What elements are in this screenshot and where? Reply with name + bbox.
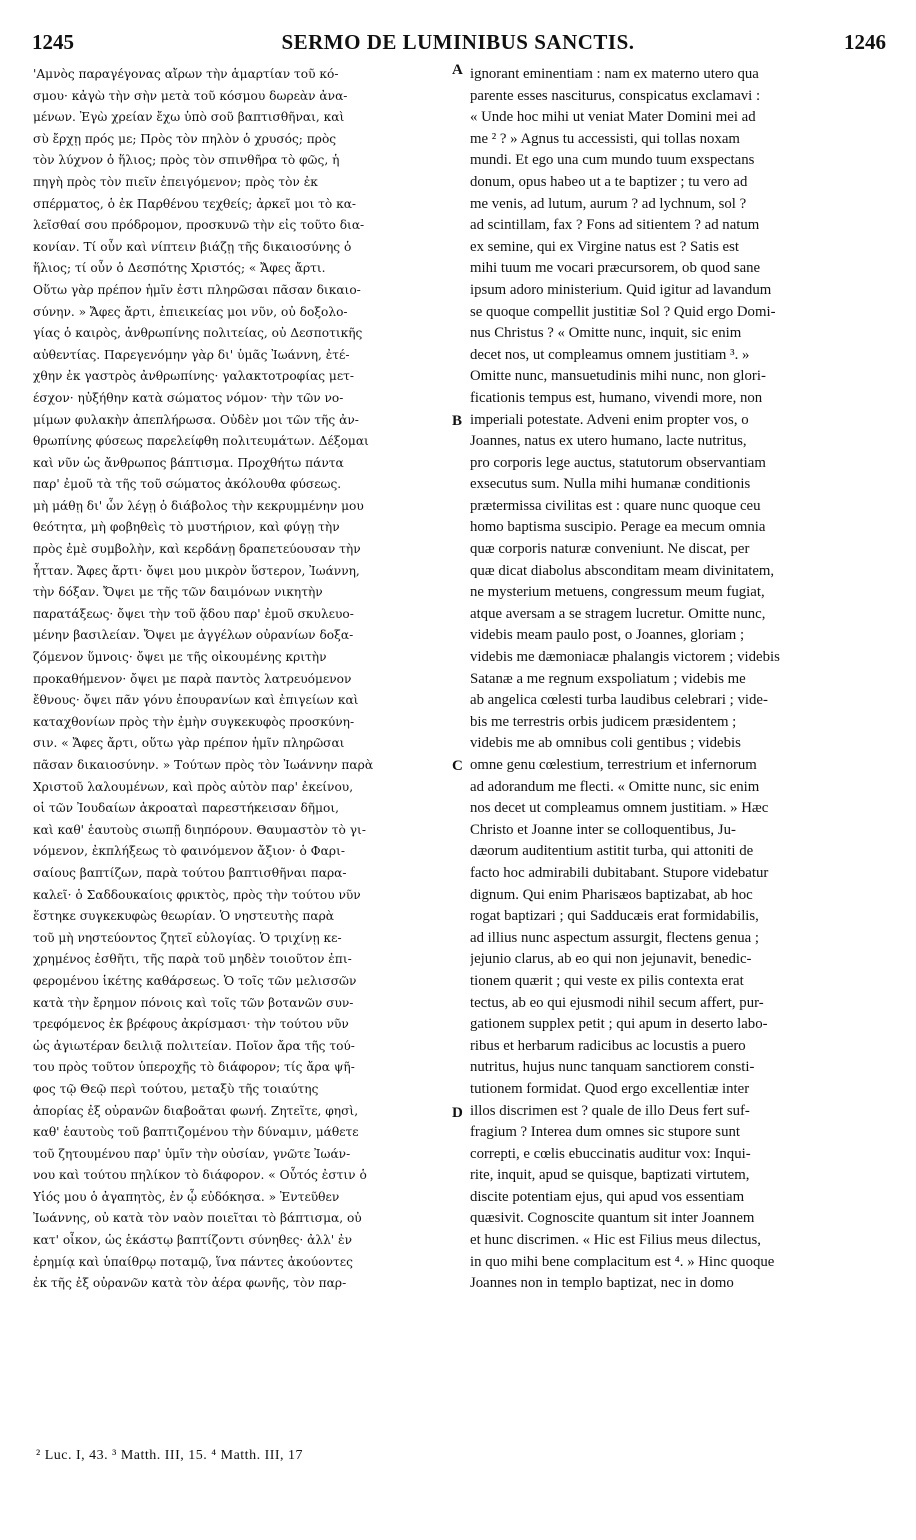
footnotes: ² Luc. I, 43. ³ Matth. III, 15. ⁴ Matth. III, 17 — [36, 1448, 304, 1463]
greek-text-line: ζόμενον ὕμνοις· ὄψει με τῆς οἰκουμένης κριτὴν — [33, 650, 327, 665]
latin-text-line: exsecutus sum. Nulla mihi humanæ conditionis — [470, 476, 751, 493]
latin-text-line: prætermissa civilitas est : quare nunc quoque ceu — [470, 497, 761, 514]
latin-text-line: fragium ? Interea dum omnes sic stupore sunt — [470, 1124, 740, 1141]
greek-text-line: πηγὴ πρὸς τὸν πιεῖν ἐπειγόμενον; πρὸς τὸν ἐκ — [33, 174, 318, 189]
latin-text-line: facto hoc admirabili dubitabant. Stupore videbatur — [470, 864, 769, 881]
greek-text-line: μένων. Ἐγὼ χρείαν ἔχω ὑπὸ σοῦ βαπτισθῆναι, καὶ — [33, 110, 345, 125]
latin-text-line: Satanæ a me regnum exspoliatum ; videbis me — [470, 670, 746, 687]
greek-text-line: κατ' οἶκον, ὡς ἑκάστῳ βαπτίζοντι σύνηθες· ἀλλ' ἐν — [33, 1233, 353, 1248]
greek-column — [33, 64, 448, 1295]
greek-text-line: καταχθονίων πρὸς τὴν ἐμὴν συγκεκυφὸς προσκύνη- — [33, 714, 355, 729]
latin-text-line: ad illius nunc aspectum assurgit, flectens genua ; — [470, 929, 760, 946]
latin-text-line: videbis me ab omnibus coli gentibus ; videbis — [470, 735, 741, 752]
latin-text-line: omne genu cœlestium, terrestrium et infernorum — [470, 757, 757, 773]
greek-text-line: έσχον· ηὐξήθην κατὰ σώματος νόμον· τὴν τῶν νο- — [33, 390, 344, 405]
greek-text-line: πρὸς ἐμὲ συμβολὴν, καὶ κερδάνῃ δραπετεύουσαν τὴν — [33, 542, 361, 557]
greek-text-line: μίμων φυλακὴν ἀπεπλήρωσα. Οὐδὲν μοι τῶν τῆς ἀν- — [33, 412, 359, 427]
section-marker-d: D — [452, 1105, 463, 1121]
latin-text-line: rogat baptizari ; qui Sadducæis erat formidabilis, — [470, 908, 759, 925]
greek-text-line: λεῖσθαί σου πρόδρομον, προσκυνῶ τὴν εἰς τοῦτο δια- — [33, 218, 365, 233]
page-header — [30, 30, 886, 58]
greek-text-line: τοῦ ζητουμένου παρ' ὑμῖν τὴν οὐσίαν, γνῶτε Ἰωάν- — [33, 1146, 351, 1161]
latin-text-line: dignum. Qui enim Pharisæos baptizabat, ab hoc — [470, 886, 753, 903]
greek-text-line: σμου· κἀγὼ τὴν σὴν μετὰ τοῦ κόσμου δωρεὰν ἀνα- — [33, 88, 348, 103]
latin-text-line: ex semine, qui ex Virgine natus est ? Satis est — [470, 238, 739, 255]
latin-text-line: ad adorandum me flecti. « Omitte nunc, sic enim — [470, 778, 760, 795]
greek-text-line: νου καὶ τούτου πηλίκον τὸ διάφορον. « Οὗτός ἐστιν ὁ — [33, 1168, 367, 1183]
latin-text-line: Joannes, natus ex utero humano, lacte nutritus, — [470, 433, 747, 450]
latin-text-line: nos decet ut compleamus omnem justitiam. » Hæc — [470, 800, 769, 817]
latin-text-line: tutionem formidat. Quod ergo excellentiæ inter — [470, 1080, 750, 1097]
greek-text-line: αὐθεντίας. Παρεγενόμην γὰρ δι' ὑμᾶς Ἰωάννη, ἐτέ- — [33, 347, 350, 362]
greek-text-line: οἱ τῶν Ἰουδαίων ἀκροαταὶ παρεστήκεισαν δῆμοι, — [33, 801, 339, 816]
latin-text-line: dæorum auditentium astitit turba, qui attoniti de — [470, 843, 754, 860]
latin-text-line: et hunc discrimen. « Hic est Filius meus dilectus, — [470, 1232, 761, 1249]
greek-text-line: γίας ὁ καιρὸς, ἀνθρωπίνης πολιτείας, οὐ Δεσποτικῆς — [33, 326, 363, 341]
latin-text-line: videbis meam paulo post, o Joannes, gloriam ; — [470, 627, 745, 644]
section-marker-c: C — [452, 758, 463, 774]
latin-text-line: rite, inquit, apud se quisque, baptizati virtutem, — [470, 1167, 750, 1184]
greek-text-line: μὴ μάθῃ δι' ὧν λέγῃ ὁ διάβολος τὴν κεκρυμμένην μου — [33, 498, 364, 513]
greek-text-line: καλεῖ· ὁ Σαδδουκαίοις φρικτὸς, πρὸς τὴν τούτου νῦν — [33, 887, 361, 902]
greek-text-line: θρωπίνης φύσεως παρελείφθη πολιτευμάτων. Δέξομαι — [33, 434, 369, 449]
latin-text-line: ad scintillam, fax ? Fons ad sitientem ? ad natum — [470, 217, 760, 234]
greek-text-line: παρατάξεως· ὄψει τὴν τοῦ ᾅδου παρ' ἐμοῦ σκυλευο- — [33, 606, 354, 621]
section-marker-b: B — [452, 413, 463, 429]
greek-text-line: ἔθνους· ὄψει πᾶν γόνυ ἐπουρανίων καὶ ἐπιγείων καὶ — [33, 693, 359, 708]
greek-text-line: τρεφόμενος ἐκ βρέφους ἀκρίσμασι· τὴν τούτου νῦν — [33, 1017, 349, 1032]
latin-text-line: se quoque compellit justitiæ Sol ? Quid ergo Domi- — [470, 303, 776, 320]
greek-text-line: σπέρματος, ὁ ἐκ Παρθένου τεχθείς; ἀρκεῖ μοι τὸ κα- — [33, 196, 357, 211]
greek-text-line: Ἰωάννης, οὐ κατὰ τὸν ναὸν ποιεῖται τὸ βάπτισμα, οὐ — [33, 1211, 362, 1226]
greek-text-line: θεότητα, μὴ φοβηθεὶς τὸ μυστήριον, καὶ φύγῃ τὴν — [33, 520, 340, 535]
latin-text-line: ne mysterium metuens, congressum meum fugiat, — [470, 584, 765, 601]
greek-text-line: σὺ ἔρχῃ πρός με; Πρὸς τὸν πηλὸν ὁ χρυσός; πρὸς — [33, 131, 337, 146]
latin-text-line: mundi. Et ego una cum mundo tuum exspectans — [470, 152, 755, 169]
latin-text-line: illos discrimen est ? quale de illo Deus fert suf- — [470, 1102, 750, 1119]
section-marker-a: A — [452, 62, 463, 78]
greek-text-line: ἥλιος; τί οὖν ὁ Δεσπότης Χριστός; « Ἄφες ἄρτι. — [33, 261, 326, 276]
greek-text-line: ἕστηκε συγκεκυφὼς θεωρίαν. Ὁ νηστευτὴς παρὰ — [33, 909, 334, 924]
latin-text-line: in quo mihi bene complacitum est ⁴. » Hinc quoque — [470, 1253, 775, 1270]
latin-text-line: Omitte nunc, mansuetudinis mihi nunc, non glori- — [470, 368, 766, 385]
greek-text-line: Οὕτω γὰρ πρέπον ἡμῖν ἐστι πληρῶσαι πᾶσαν δικαιο- — [33, 282, 361, 297]
greek-text-line: φος τῷ Θεῷ περὶ τούτου, μεταξὺ τῆς τοιαύτης — [33, 1081, 319, 1096]
greek-text-line: κατὰ τὴν ἔρημον πόνοις καὶ τοῖς τῶν βοτανῶν συν- — [33, 995, 354, 1010]
latin-text-line: me ² ? » Agnus tu accessisti, qui tollas noxam — [470, 130, 740, 147]
latin-text-line: me venis, ad lutum, aurum ? ad lychnum, sol ? — [470, 195, 747, 212]
latin-text-line: bis me terrestris orbis judicem præsidentem ; — [470, 713, 737, 730]
greek-text-line: τὴν δόξαν. Ὄψει με τῆς τῶν δαιμόνων νικητὴν — [33, 585, 323, 600]
greek-text-line: σύνην. » Ἄφες ἄρτι, ἐπιεικείας μοι νῦν, οὐ δοξολο- — [33, 304, 348, 319]
greek-text-line: σαίους βαπτίζων, παρὰ τούτου βαπτισθῆναι παρα- — [33, 865, 347, 880]
greek-text-line: ἧτταν. Ἄφες ἄρτι· ὄψει μου μικρὸν ὕστερον, Ἰωάννη, — [33, 563, 360, 578]
latin-text-line: ipsum adoro ministerium. Quid igitur ad lavandum — [470, 281, 772, 298]
greek-text-line: κονίαν. Τί οὖν καὶ νίπτειν βιάζῃ τῆς δικαιοσύνης ὁ — [33, 239, 352, 254]
greek-text-line: προκαθήμενον· ὄψει με παρὰ παντὸς λατρευόμενον — [33, 671, 352, 686]
greek-text-line: σιν. « Ἄφες ἄρτι, οὕτω γὰρ πρέπον ἡμῖν πληρῶσαι — [33, 736, 345, 751]
latin-text-line: pro corporis lege auctus, statutorum observantiam — [470, 454, 766, 471]
greek-text-line: ὡς ἁγιωτέραν δειλιᾷ πολιτείαν. Ποῖον ἄρα τῆς τού- — [33, 1038, 355, 1053]
latin-text-line: gationem supplex petit ; qui apum in deserto labo- — [470, 1016, 768, 1033]
greek-text-line: χθην ἐκ γαστρὸς ἀνθρωπίνης· γαλακτοτροφίας μετ- — [33, 369, 355, 384]
latin-text-line: Christo et Joanne inter se colloquentibus, Ju- — [470, 821, 736, 838]
greek-text-line: παρ' ἐμοῦ τὰ τῆς τοῦ σώματος ἀκόλουθα φύσεως. — [33, 477, 342, 492]
latin-column — [470, 64, 882, 1295]
latin-text-line: nutritus, hujus nunc tanquam sanctiorem consti- — [470, 1059, 755, 1076]
greek-text-line: Χριστοῦ λαλουμένων, καὶ πρὸς αὐτὸν παρ' ἐκείνου, — [33, 779, 354, 794]
greek-text-line: χρημένος ἐσθῆτι, τῆς παρὰ τοῦ μηδὲν τοιοῦτον ἐπι- — [33, 952, 352, 967]
greek-text-line: του πρὸς τοῦτον ὑπεροχῆς τὸ διάφορον; τίς ἄρα ψῆ- — [33, 1060, 355, 1075]
latin-text-line: quæ corporis naturæ conveniunt. Ne discat, per — [470, 541, 750, 558]
latin-text-line: Joannes non in templo baptizat, nec in domo — [470, 1275, 734, 1292]
greek-text-line: Υἱός μου ὁ ἀγαπητὸς, ἐν ᾧ εὐδόκησα. » Ἐντεῦθεν — [33, 1189, 340, 1204]
greek-text-line: τοῦ μὴ νηστεύοντος ζητεῖ εὐλογίας. Ὁ τριχίνῃ κε- — [33, 930, 342, 945]
latin-text-line: videbis me dæmoniacæ phalangis victorem ; videbis — [470, 649, 780, 666]
greek-text-line: ἐρημίᾳ καὶ ὑπαίθρῳ ποταμῷ, ἵνα πάντες ἀκούοντες — [33, 1254, 353, 1269]
latin-text-line: atque aversam a se stragem lucretur. Omitte nunc, — [470, 605, 766, 622]
latin-text-line: ribus et herbarum radicibus ac locustis a puero — [470, 1037, 746, 1054]
greek-text-line: τὸν λύχνον ὁ ἥλιος; πρὸς τὸν σπινθῆρα τὸ φῶς, ἡ — [33, 153, 340, 168]
latin-text-line: imperiali potestate. Adveni enim propter vos, o — [470, 411, 749, 428]
latin-text-line: ignorant eminentiam : nam ex materno utero qua — [470, 66, 759, 82]
greek-text-line: καὶ νῦν ὡς ἄνθρωπος βάπτισμα. Προχθήτω πάντα — [33, 455, 344, 470]
page-number-right: 1246 — [844, 30, 886, 54]
greek-text-line: πᾶσαν δικαιοσύνην. » Τούτων πρὸς τὸν Ἰωάννην παρὰ — [33, 758, 374, 772]
latin-text-line: ficationis tempus est, humano, vivendi more, non — [470, 389, 763, 406]
latin-text-line: quæ dicat diabolus absconditam meam divinitatem, — [470, 562, 775, 579]
greek-text-line: ἐκ τῆς ἐξ οὐρανῶν κατὰ τὸν ἀέρα φωνῆς, τὸν παρ- — [33, 1276, 347, 1291]
latin-text-line: jejunio clarus, ab eo qui non jejunavit, benedic- — [470, 951, 752, 968]
greek-text-line: μένην βασιλείαν. Ὄψει με ἀγγέλων οὐρανίων δοξα- — [33, 628, 354, 643]
latin-text-line: mihi tuum me vocari præcursorem, ob quod sane — [470, 260, 761, 277]
greek-text-line: καὶ καθ' ἑαυτοὺς σιωπῇ διηπόρουν. Θαυμαστὸν τὸ γι- — [33, 822, 366, 837]
latin-text-line: tectus, ab eo qui ejusmodi nihil secum affert, pur- — [470, 994, 764, 1011]
latin-text-line: donum, opus habeo ut a te baptizer ; tu vero ad — [470, 173, 748, 190]
latin-text-line: decet nos, ut compleamus omnem justitiam ³. » — [470, 346, 750, 363]
latin-text-line: ab angelica cœlesti turba laudibus celebrari ; vide- — [470, 692, 768, 709]
greek-text-line: καθ' ἑαυτοὺς τοῦ βαπτιζομένου τὴν δύναμιν, μάθετε — [33, 1125, 359, 1140]
latin-text-line: correpti, e cœlis ebuccinatis auditur vox: Inqui- — [470, 1145, 751, 1162]
greek-text-line: 'Αμνὸς παραγέγονας αἴρων τὴν ἁμαρτίαν τοῦ κό- — [33, 67, 339, 81]
latin-text-line: parente esses nasciturus, conspicatus exclamavi : — [470, 87, 761, 104]
latin-text-line: tionem quærit ; qui veste ex pilis contexta erat — [470, 972, 744, 989]
page-number-left: 1245 — [32, 30, 74, 54]
greek-text-line: ἀπορίας ἐξ οὐρανῶν διαβοᾶται φωνή. Ζητεῖτε, φησὶ, — [33, 1103, 359, 1118]
latin-text-line: quæsivit. Cognoscite quantum sit inter Joannem — [470, 1210, 755, 1227]
latin-text-line: discite potentiam ejus, qui apud vos essentiam — [470, 1188, 745, 1205]
running-title: SERMO DE LUMINIBUS SANCTIS. — [281, 30, 635, 54]
latin-text-line: « Unde hoc mihi ut veniat Mater Domini mei ad — [470, 109, 756, 126]
greek-text-line: φερομένου ἱκέτης καθάρσεως. Ὁ τοῖς τῶν μελισσῶν — [33, 973, 357, 988]
latin-text-line: homo baptisma suscipio. Perage ea mecum omnia — [470, 519, 766, 536]
greek-text-line: νόμενον, ἐκπλήξεως τὸ φαινόμενον ἄξιον· ὁ Φαρι- — [33, 844, 345, 859]
latin-text-line: nus Christus ? « Omitte nunc, inquit, sic enim — [470, 325, 742, 342]
